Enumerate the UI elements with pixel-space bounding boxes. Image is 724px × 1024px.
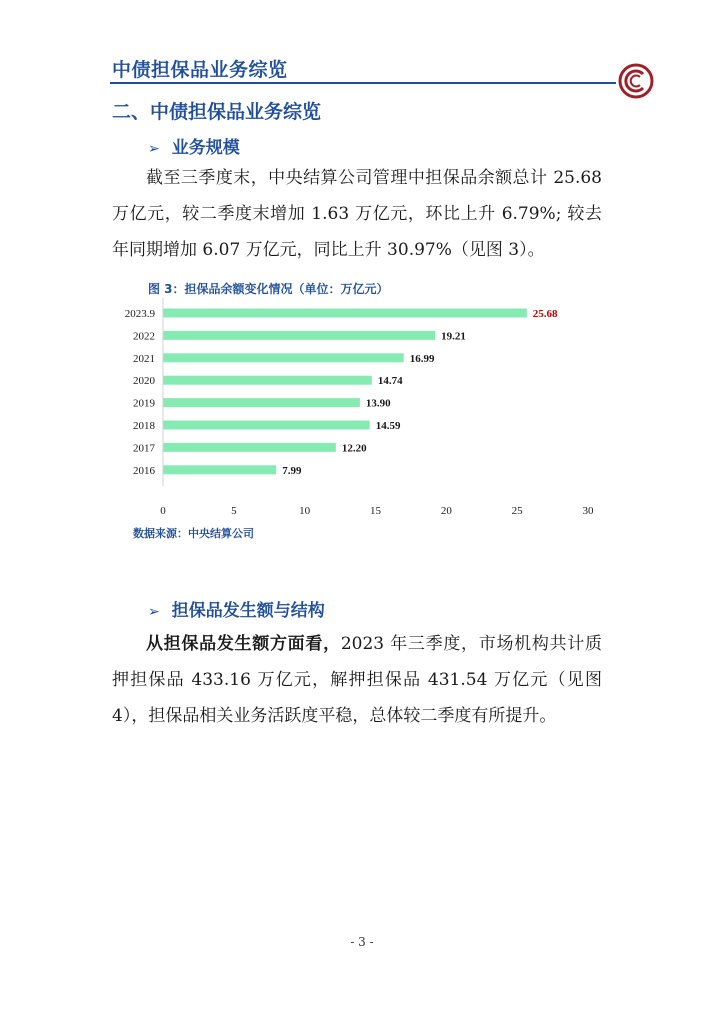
category-label: 2017 (133, 442, 155, 455)
bar (163, 376, 372, 385)
bar (163, 465, 276, 474)
category-label: 2022 (133, 330, 155, 343)
data-label: 12.20 (341, 442, 367, 455)
data-label: 25.68 (532, 308, 558, 320)
data-source: 数据来源：中央结算公司 (133, 527, 254, 540)
bar (163, 353, 404, 362)
circle-c-logo-icon (617, 62, 655, 100)
tick-label: 0 (160, 505, 166, 518)
category-label: 2021 (133, 352, 155, 365)
category-label: 2020 (133, 375, 155, 388)
bar (163, 421, 370, 430)
tick-label: 10 (299, 505, 311, 518)
figure-title: 图 3：担保品余额变化情况（单位：万亿元） (148, 282, 389, 296)
data-label: 16.99 (409, 352, 435, 365)
tick-label: 30 (582, 505, 594, 518)
header-title: 中债担保品业务综览 (112, 59, 288, 81)
category-label: 2018 (133, 420, 155, 432)
structure-paragraph-text: 2023 年三季度，市场机构共计质押担保品 433.16 万亿元，解押担保品 431.54 万亿元（见图 4），担保品相关业务活跃度平稳，总体较二季度有所提升。 (112, 634, 602, 726)
category-label: 2016 (133, 464, 155, 477)
page-number: - 3 - (350, 935, 374, 949)
scale-heading (148, 133, 240, 158)
category-label: 2019 (133, 397, 155, 410)
scale-heading-label: 业务规模 (171, 138, 240, 158)
tick-label: 25 (511, 505, 523, 518)
arrow-bullet-icon: ➢ (148, 141, 160, 157)
arrow-bullet-icon: ➢ (148, 604, 160, 620)
tick-label: 15 (370, 505, 381, 518)
bar (163, 398, 360, 407)
section-heading: 二、中债担保品业务综览 (112, 101, 322, 123)
data-label: 19.21 (441, 330, 466, 343)
balance-bar-chart (110, 298, 610, 518)
scale-paragraph-text: 截至三季度末，中央结算公司管理中担保品余额总计 25.68 万亿元，较二季度末增加 1.63 万亿元，环比上升 6.79%; 较去年同期增加 6.07 万亿元，同比上升 30.97%（见图 3）。 (112, 168, 602, 260)
scale-paragraph (112, 160, 602, 268)
data-label: 13.90 (365, 397, 391, 410)
data-label: 7.99 (282, 464, 302, 477)
header-rule (110, 82, 616, 84)
bar (163, 309, 527, 318)
structure-lead: 从担保品发生额方面看， (146, 634, 341, 654)
structure-heading (148, 596, 325, 621)
bar (163, 443, 336, 452)
category-label: 2023.9 (124, 308, 155, 320)
structure-heading-label: 担保品发生额与结构 (171, 601, 325, 621)
bar (163, 331, 435, 340)
tick-label: 20 (440, 505, 452, 518)
data-label: 14.74 (377, 375, 403, 388)
tick-label: 5 (231, 505, 237, 518)
data-label: 14.59 (375, 420, 401, 432)
structure-paragraph (112, 626, 602, 734)
